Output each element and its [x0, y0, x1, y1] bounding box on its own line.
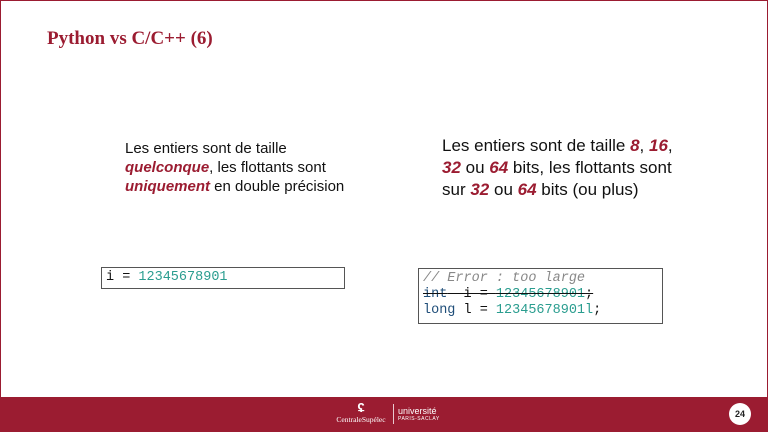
code-line-int: [423, 287, 658, 303]
code-text: i =: [447, 287, 496, 302]
text-segment: ou: [460, 158, 490, 177]
text-segment: en double précision: [210, 178, 345, 195]
python-description: [125, 139, 375, 196]
text-segment: ou: [489, 180, 518, 199]
c-description: [442, 135, 682, 201]
text-segment: ,: [667, 136, 673, 155]
text-segment: ,: [639, 136, 649, 155]
text-segment: bits (ou plus): [536, 180, 639, 199]
centralesupelec-logo: [331, 401, 391, 425]
footer-bar: [1, 397, 767, 431]
code-number: 12345678901l: [495, 303, 594, 318]
text-segment: bits, les flottants sont sur: [442, 158, 672, 199]
code-text: ;: [585, 287, 594, 302]
code-keyword-int: int: [423, 287, 448, 302]
code-line-long: [423, 303, 658, 319]
code-number: 12345678901: [495, 287, 586, 302]
universite-logo-text: université: [398, 406, 437, 416]
highlight-64: 64: [489, 158, 509, 177]
highlight-8: 8: [630, 136, 640, 155]
universite-paris-saclay-logo: [398, 407, 440, 423]
code-text: ;: [593, 303, 602, 318]
slide-title: Python vs C/C++ (6): [47, 28, 213, 49]
code-keyword-long: long: [423, 303, 456, 318]
code-comment: // Error : too large: [423, 271, 586, 286]
highlight-32: 32: [442, 158, 461, 177]
highlight-quelconque: quelconque: [125, 159, 210, 176]
centralesupelec-logo-text: CentraleSupélec: [336, 415, 386, 424]
c-code-block: [418, 268, 663, 324]
text-segment: Les entiers sont de taille: [442, 136, 631, 155]
highlight-uniquement: uniquement: [125, 178, 210, 195]
page-number: 24: [729, 403, 751, 425]
code-text: l =: [455, 303, 496, 318]
text-segment: , les flottants sont: [209, 159, 326, 176]
highlight-float-32: 32: [470, 180, 490, 199]
paris-saclay-logo-text: PARIS-SACLAY: [398, 416, 440, 422]
code-number: 12345678901: [138, 270, 228, 285]
code-lhs: i =: [106, 270, 139, 285]
python-code-block: [101, 267, 345, 289]
text-segment: Les entiers sont de taille: [125, 140, 287, 157]
highlight-16: 16: [648, 136, 668, 155]
centralesupelec-logo-icon: ʢ: [357, 400, 365, 415]
logo-divider: [393, 404, 394, 424]
highlight-float-64: 64: [517, 180, 537, 199]
